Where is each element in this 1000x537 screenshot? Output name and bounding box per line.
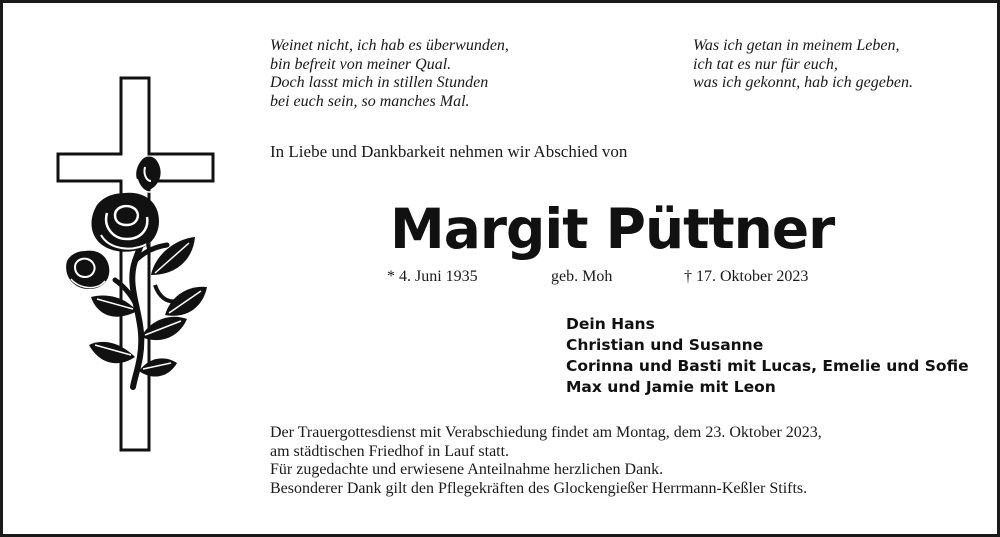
poem-left-line: bei euch sein, so manches Mal.: [270, 92, 470, 110]
poem-left-line: Doch lasst mich in stillen Stunden: [270, 74, 489, 91]
birth-date: * 4. Juni 1935: [387, 268, 478, 285]
mourner-line: Corinna und Basti mit Lucas, Emelie und Sofie: [566, 357, 969, 375]
service-info-line: Der Trauergottesdienst mit Verabschiedung findet am Montag, dem 23. Oktober 2023,: [270, 424, 822, 441]
service-info-line: am städtischen Friedhof in Lauf statt.: [270, 442, 510, 460]
cross-with-roses-icon: [55, 75, 220, 460]
poem-right-line: was ich gekonnt, hab ich gegeben.: [693, 74, 913, 91]
mourners-list: [566, 314, 969, 398]
poem-left-line: bin befreit von meiner Qual.: [270, 55, 452, 73]
poem-left-line: Weinet nicht, ich hab es überwunden,: [270, 37, 509, 54]
intro-text: In Liebe und Dankbarkeit nehmen wir Abschied von: [270, 142, 628, 161]
maiden-name: geb. Moh: [551, 268, 613, 285]
mourner-line: Max und Jamie mit Leon: [566, 378, 776, 396]
deceased-name: Margit Püttner: [390, 197, 835, 261]
death-date: † 17. Oktober 2023: [684, 268, 809, 285]
mourner-line: Dein Hans: [566, 315, 655, 333]
poem-right: [693, 37, 913, 93]
service-info-line: Für zugedachte und erwiesene Anteilnahme herzlichen Dank.: [270, 461, 664, 478]
service-info-line: Besonderer Dank gilt den Pflegekräften des Glockengießer Herrmann-Keßler Stifts.: [270, 479, 808, 497]
poem-left: [270, 37, 509, 111]
poem-right-line: Was ich getan in meinem Leben,: [693, 37, 900, 54]
mourner-line: Christian und Susanne: [566, 336, 764, 354]
poem-right-line: ich tat es nur für euch,: [693, 55, 838, 73]
service-info: [270, 424, 822, 498]
